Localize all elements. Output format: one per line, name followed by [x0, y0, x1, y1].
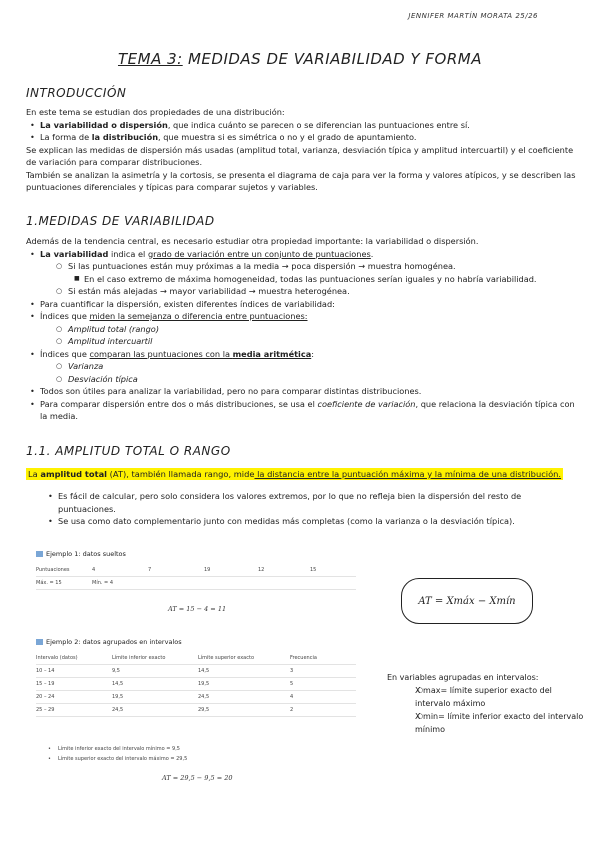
table-row: Máx. = 15 Mín. = 4: [36, 577, 356, 590]
list-item: ○ X max= límite superior exacto del intervalo máximo: [387, 684, 587, 710]
list-item: • Se usa como dato complementario junto con medidas más completas (como la varianza o la desviación típica).: [44, 515, 564, 528]
side-note: [387, 671, 587, 736]
chart-icon: [36, 551, 43, 557]
example2-notes: [44, 744, 344, 764]
intro-p2: Se explican las medidas de dispersión más usadas (amplitud total, varianza, desviación típica y amplitud intercuartil) y el coeficiente de variación para comparar distribuciones.: [26, 144, 574, 167]
example2-formula: AT = 29,5 − 9,5 = 20: [162, 774, 233, 782]
list-item: • La forma de la distribución, que muestra si es simétrica o no y el grado de apuntamiento.: [26, 131, 580, 144]
example1-table: [36, 550, 356, 590]
list-item: • Para comparar dispersión entre dos o más distribuciones, se usa el coeficiente de variación, que relaciona la desviación típica con la media.: [26, 398, 580, 423]
table-row: 10 – 14 9,5 14,5 3: [36, 665, 356, 678]
list-item: ○ Desviación típica: [26, 373, 580, 386]
title-lead: TEMA 3:: [117, 50, 183, 68]
table-row: 25 – 29 24,5 29,5 2: [36, 704, 356, 717]
section1-body: [26, 235, 580, 423]
list-item: • Límite superior exacto del intervalo máximo = 29,5: [44, 754, 344, 764]
chart-icon: [36, 639, 43, 645]
section1-heading: 1.MEDIDAS DE VARIABILIDAD: [26, 214, 215, 228]
list-item: • Índices que comparan las puntuaciones con la media aritmética:: [26, 348, 580, 361]
at-formula-box: AT = Xmáx − Xmín: [401, 578, 533, 624]
example1-formula: AT = 15 − 4 = 11: [168, 605, 227, 613]
list-item: • Para cuantificar la dispersión, existen diferentes índices de variabilidad:: [26, 298, 580, 311]
intro-p3: También se analizan la asimetría y la cortosis, se presenta el diagrama de caja para ver la forma y valores atípicos, y se describen las puntuaciones diferenciales y típicas para comparar sujetos y variables.: [26, 169, 576, 192]
list-item: ○ Varianza: [26, 360, 580, 373]
list-item: ○ Si están más alejadas → mayor variabilidad → muestra heterogénea.: [26, 285, 580, 298]
table-row: Intervalo (datos) Límite inferior exacto Límite superior exacto Frecuencia: [36, 652, 356, 665]
list-item: ○ X min= límite inferior exacto del intervalo mínimo: [387, 710, 587, 736]
table-row: 20 – 24 19,5 24,5 4: [36, 691, 356, 704]
list-item: • La variabilidad o dispersión, que indica cuánto se parecen o se diferencian las puntuaciones entre sí.: [26, 119, 580, 132]
list-item: • Índices que miden la semejanza o diferencia entre puntuaciones:: [26, 310, 580, 323]
section11-list: [44, 490, 564, 528]
list-item: ○ Amplitud total (rango): [26, 323, 580, 336]
list-item: ■ En el caso extremo de máxima homogeneidad, todas las puntuaciones serían iguales y no habría variabilidad.: [26, 273, 580, 286]
section11-heading: 1.1. AMPLITUD TOTAL O RANGO: [26, 444, 231, 458]
list-item: ○ Si las puntuaciones están muy próximas a la media → poca dispersión → muestra homogénea.: [26, 260, 580, 273]
example2-table: [36, 638, 356, 717]
sec1-p1: Además de la tendencia central, es necesario estudiar otra propiedad importante: la variabilidad o dispersión.: [26, 236, 479, 246]
intro-p1: En este tema se estudian dos propiedades de una distribución:: [26, 107, 285, 117]
side-note-lead: En variables agrupadas en intervalos:: [387, 673, 539, 682]
list-item: • La variabilidad indica el grado de variación entre un conjunto de puntuaciones.: [26, 248, 580, 261]
list-item: • Es fácil de calcular, pero solo considera los valores extremos, por lo que no refleja bien la dispersión del resto de puntuaciones.: [44, 490, 564, 515]
table-row: Puntuaciones 4 7 19 12 15: [36, 564, 356, 577]
author-header: JENNIFER MARTÍN MORATA 25/26: [408, 12, 538, 20]
definition-highlight: La amplitud total (AT), también llamada rango, mide la distancia entre la puntuación máxima y la mínima de una distribución.: [28, 469, 562, 479]
intro-heading: INTRODUCCIÓN: [26, 86, 127, 100]
example2-caption: Ejemplo 2: datos agrupados en intervalos: [46, 638, 182, 646]
page-title: [0, 50, 600, 68]
list-item: • Límite inferior exacto del intervalo mínimo = 9,5: [44, 744, 344, 754]
table-row: 15 – 19 14,5 19,5 5: [36, 678, 356, 691]
intro-section: [26, 106, 580, 194]
title-rest: MEDIDAS DE VARIABILIDAD Y FORMA: [182, 50, 482, 68]
example1-caption: Ejemplo 1: datos sueltos: [46, 550, 126, 558]
list-item: • Todos son útiles para analizar la variabilidad, pero no para comparar distintas distribuciones.: [26, 385, 580, 398]
list-item: ○ Amplitud intercuartil: [26, 335, 580, 348]
